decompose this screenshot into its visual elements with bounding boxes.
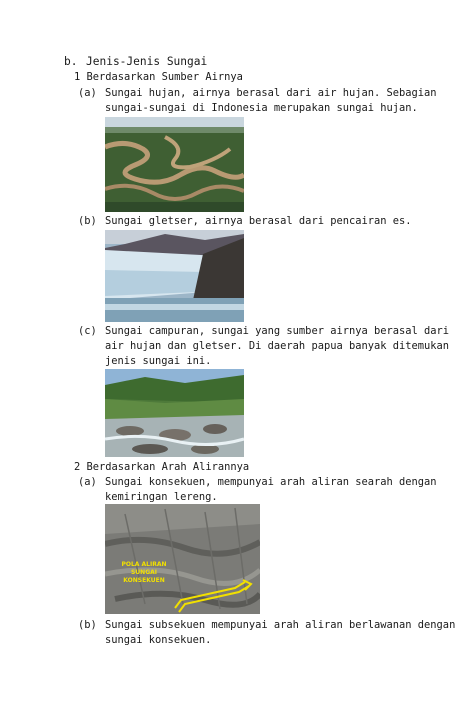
subheading-sumber-air: 1 Berdasarkan Sumber Airnya	[74, 71, 243, 83]
item-text-line: Sungai konsekuen, mempunyai arah aliran searah dengan	[105, 476, 437, 488]
subheading-arah-aliran: 2 Berdasarkan Arah Alirannya	[74, 461, 250, 473]
mixed-river-photo	[105, 369, 244, 457]
photo-caption	[119, 561, 169, 585]
item-text-line: kemiringan lereng.	[105, 491, 218, 503]
item-text-line: jenis sungai ini.	[105, 355, 212, 367]
section-title: Jenis-Jenis Sungai	[86, 55, 208, 68]
item-text-line: Sungai gletser, airnya berasal dari pencairan es.	[105, 215, 412, 227]
item-text-line: air hujan dan gletser. Di daerah papua banyak ditemukan	[105, 340, 450, 352]
item-label: (a)	[78, 476, 97, 488]
consequent-river-photo	[105, 504, 260, 614]
item-text-line: Sungai campuran, sungai yang sumber airnya berasal dari	[105, 325, 450, 337]
item-text-line: Sungai hujan, airnya berasal dari air hujan. Sebagian	[105, 87, 437, 99]
item-text-line: sungai-sungai di Indonesia merupakan sungai hujan.	[105, 102, 418, 114]
item-label: (b)	[78, 215, 97, 227]
item-label: (a)	[78, 87, 97, 99]
rain-river-photo	[105, 117, 244, 212]
item-label: (c)	[78, 325, 97, 337]
photo-caption-line: POLA ALIRAN	[121, 561, 167, 568]
photo-caption-line: KONSEKUEN	[123, 577, 165, 584]
glacier-river-photo	[105, 230, 244, 322]
item-text-line: Sungai subsekuen mempunyai arah aliran berlawanan dengan	[105, 619, 456, 631]
item-text-line: sungai konsekuen.	[105, 634, 212, 646]
section-marker: b.	[64, 55, 78, 68]
item-label: (b)	[78, 619, 97, 631]
photo-caption-line: SUNGAI	[130, 569, 157, 576]
